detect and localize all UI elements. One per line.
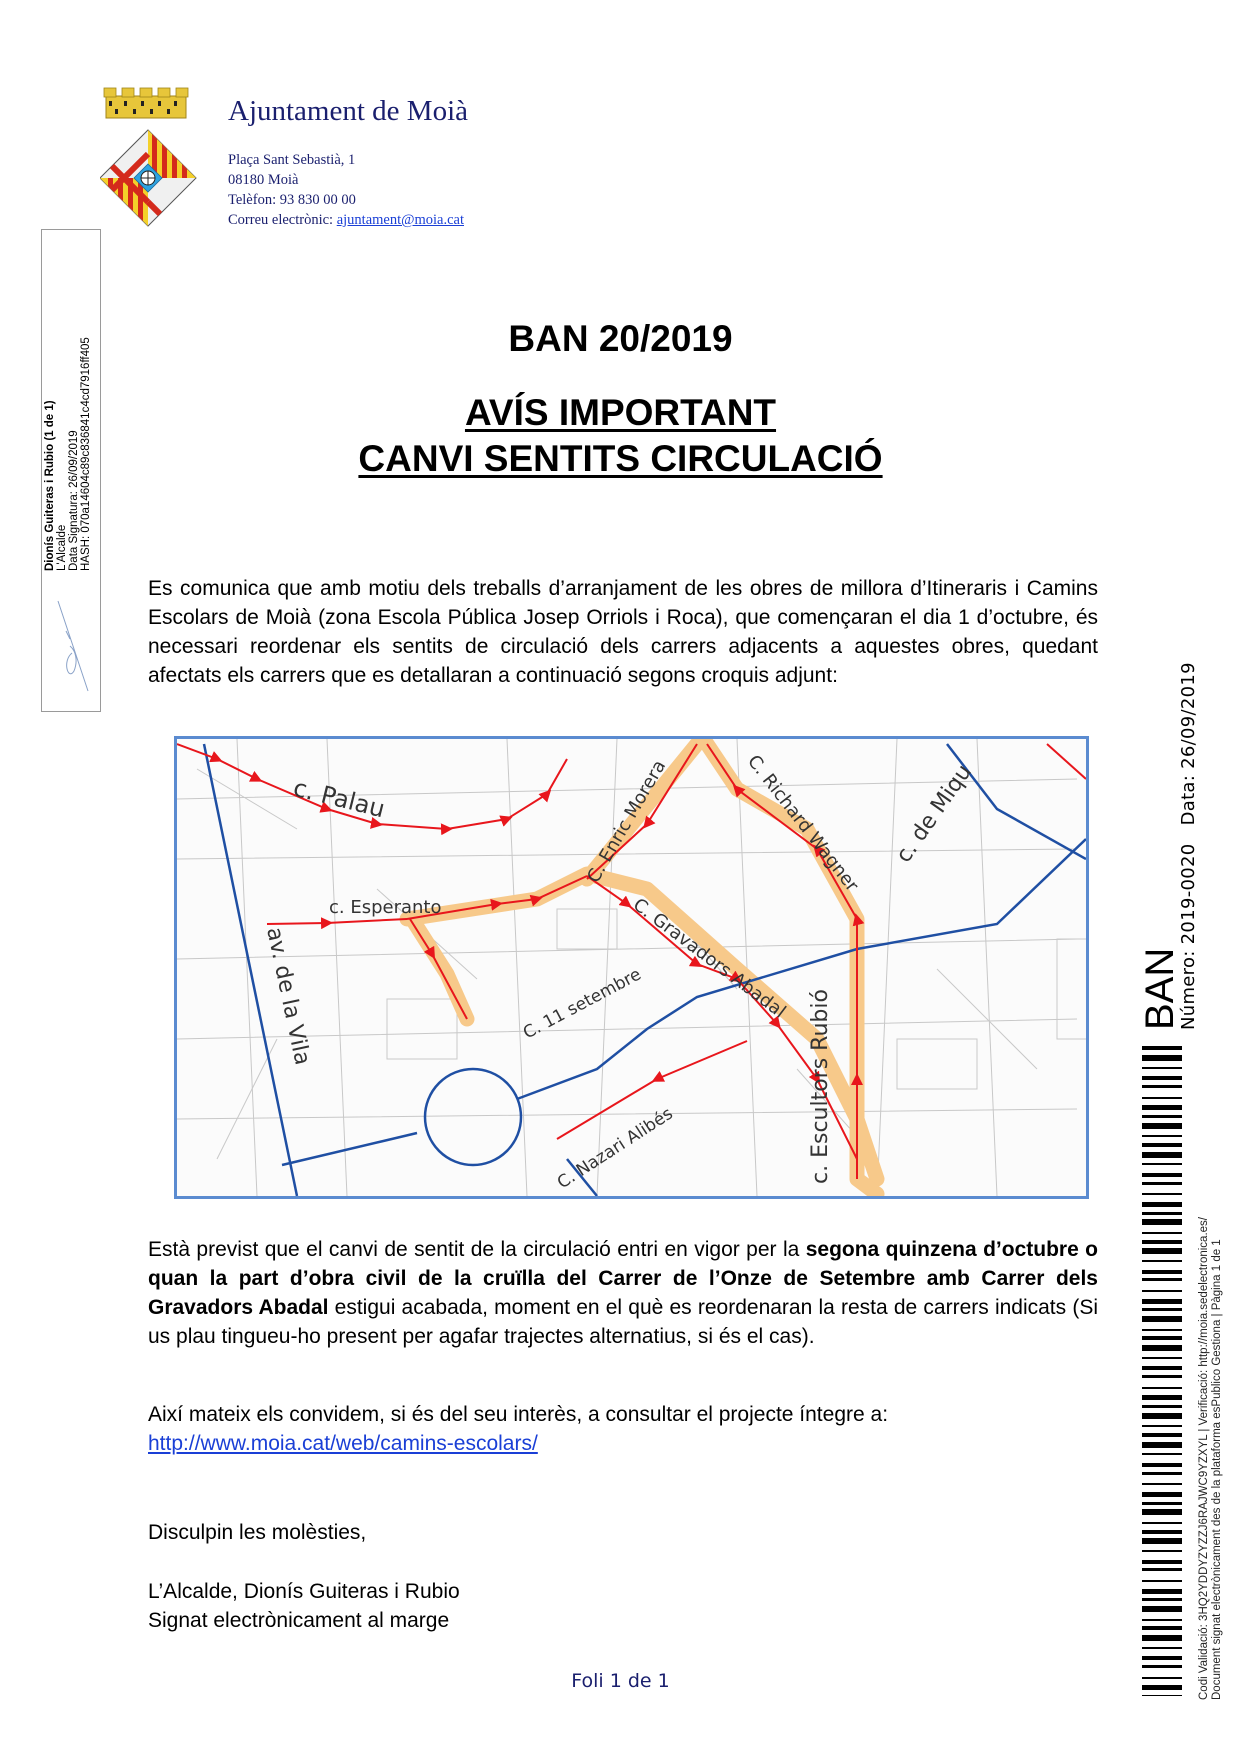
verification-code: Codi Validació: 3HQ2YDDYZYZZJ6RAJWC9YZXYL | Verificació: http://moia.sedelectronica.es/	[1198, 1217, 1210, 1700]
street-label-escultors: c. Escultors Rubió	[808, 989, 833, 1184]
stamp-date: Data: 26/09/2019	[1178, 662, 1199, 826]
signer-role: L'Alcalde	[56, 524, 68, 571]
schedule-text-a: Està previst que el canvi de sentit de la circulació entri en vigor per la	[148, 1238, 806, 1261]
coat-of-arms-icon	[100, 82, 200, 232]
org-email-line	[228, 210, 464, 230]
street-label-gravadors: C. Gravadors Abadal	[628, 894, 790, 1023]
document-title	[0, 390, 1241, 482]
traffic-map	[174, 736, 1089, 1199]
intro-paragraph: Es comunica que amb motiu dels treballs d’arranjament de les obres de millora d’Itineraris i Camins Escolars de Moià (zona Escola Pública Josep Orriols i Roca), que començaran el dia 1 d’octubre, és necessari reordenar els sentits de circulació dels carrers adjacents a aquestes obres, quedant afectats els carrers que es detallaran a continuació segons croquis adjunt:	[148, 577, 1098, 687]
email-link[interactable]: ajuntament@moia.cat	[336, 212, 464, 228]
verification-text	[1198, 1217, 1224, 1700]
signed-note: Signat electrònicament al marge	[148, 1609, 450, 1632]
street-label-nazari: C. Nazari Alibés	[553, 1103, 677, 1194]
street-label-enric-morera: C. Enric Morera	[583, 756, 671, 887]
stamp-type: BAN	[1138, 947, 1182, 1030]
org-postal: 08180 Moià	[228, 172, 299, 188]
street-label-vila: av. de la Vila	[261, 925, 315, 1068]
signature-block	[148, 1577, 1098, 1635]
title-canvi: CANVI SENTITS CIRCULACIÓ	[358, 438, 883, 479]
org-name: Ajuntament de Moià	[228, 95, 469, 127]
signature-date: Data Signatura: 26/09/2019	[68, 430, 80, 571]
signer-line: L’Alcalde, Dionís Guiteras i Rubio	[148, 1580, 460, 1603]
apology-text: Disculpin les molèsties,	[148, 1521, 367, 1544]
verification-platform: Document signat electrònicament des de la plataforma esPublico Gestiona | Pàgina 1 de 1	[1211, 1239, 1223, 1700]
schedule-paragraph	[148, 1235, 1098, 1351]
street-label-palau: c. Palau	[290, 773, 388, 824]
signer-name: Dionís Guiteras i Rubio (1 de 1)	[44, 400, 56, 571]
street-label-miquel: c. de Miqu	[891, 760, 978, 868]
barcode-icon	[1142, 1046, 1182, 1696]
org-address: Plaça Sant Sebastià, 1	[228, 152, 356, 168]
project-text: Així mateix els convidem, si és del seu interès, a consultar el projecte íntegre a:	[148, 1403, 889, 1426]
street-label-richard-wagner: C. Richard Wagner	[743, 751, 863, 896]
street-label-onze-setembre: C. 11 setembre	[519, 964, 645, 1044]
signature-hash: HASH: 070a14604c89c836841c4cd7916ff405	[80, 337, 92, 571]
project-link[interactable]: http://www.moia.cat/web/camins-escolars/	[148, 1432, 538, 1455]
email-label: Correu electrònic:	[228, 212, 337, 228]
project-paragraph	[148, 1400, 1098, 1458]
signature-scribble-icon	[48, 591, 96, 701]
page-footer: Foli 1 de 1	[571, 1670, 670, 1692]
street-label-esperanto: c. Esperanto	[329, 897, 442, 918]
stamp-number: Número: 2019-0020	[1178, 843, 1199, 1030]
org-contact	[228, 150, 464, 230]
stamp-meta	[1178, 662, 1199, 1030]
schedule-text-bold: segona quinzena d’octubre o quan la part d’obra civil de la cruïlla del Carrer de l’Onze de Setembre amb Carrer dels Gravadors Abadal	[148, 1238, 1098, 1319]
org-phone: Telèfon: 93 830 00 00	[228, 192, 356, 208]
title-avis: AVÍS IMPORTANT	[464, 392, 777, 433]
document-number: BAN 20/2019	[508, 318, 733, 359]
schedule-text-b: estigui acabada, moment en el què es reordenaran la resta de carrers indicats (Si us plau tingueu-ho present per agafar trajectes alternatius, si és el cas).	[148, 1296, 1098, 1348]
